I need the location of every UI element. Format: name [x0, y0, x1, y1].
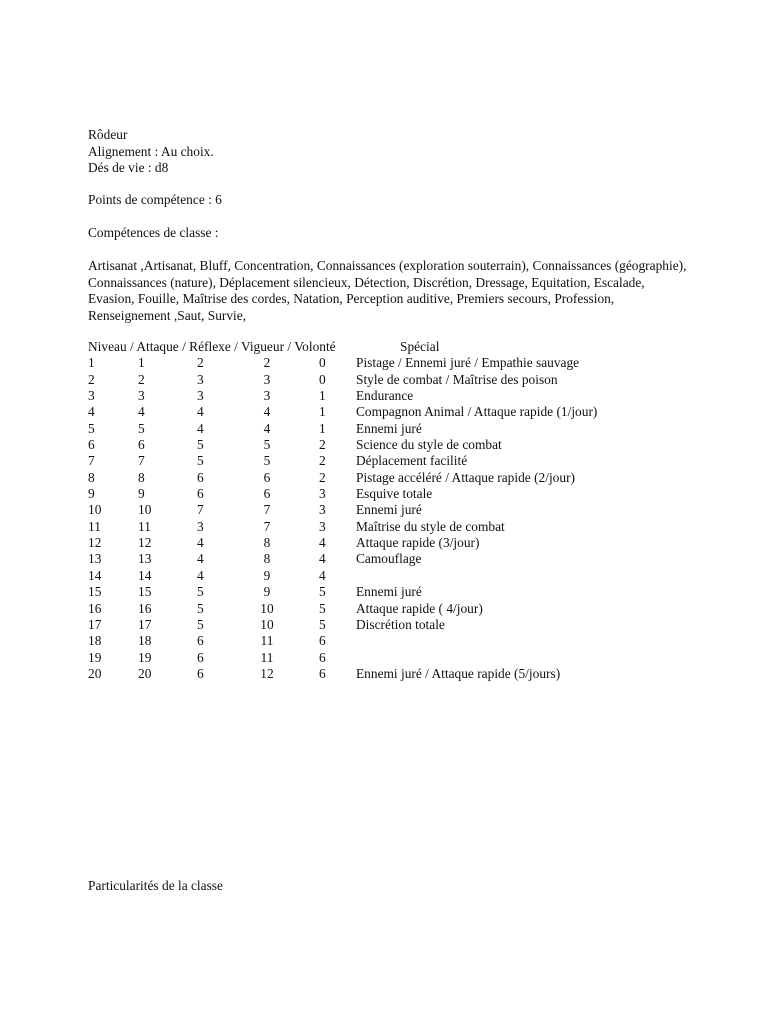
- cell-niveau: 17: [88, 616, 102, 632]
- class-skills-title: Compétences de classe :: [88, 225, 219, 240]
- cell-vigueur: 7: [263, 502, 271, 518]
- cell-niveau: 1: [88, 355, 95, 371]
- cell-attaque: 7: [138, 453, 145, 469]
- cell-volonte: 0: [319, 371, 326, 387]
- cell-reflexe: 6: [197, 469, 204, 485]
- cell-attaque: 17: [138, 616, 152, 632]
- cell-volonte: 3: [319, 502, 326, 518]
- cell-vigueur: 4: [263, 404, 271, 420]
- cell-reflexe: 5: [197, 584, 204, 600]
- cell-special: Maîtrise du style de combat: [356, 518, 505, 534]
- cell-volonte: 3: [319, 486, 326, 502]
- cell-niveau: 19: [88, 649, 102, 665]
- cell-vigueur: 6: [263, 469, 271, 485]
- cell-attaque: 19: [138, 649, 152, 665]
- cell-niveau: 9: [88, 486, 95, 502]
- cell-niveau: 16: [88, 600, 102, 616]
- class-features-heading: Particularités de la classe: [88, 878, 223, 893]
- cell-vigueur: 5: [263, 453, 271, 469]
- cell-reflexe: 3: [197, 518, 204, 534]
- cell-niveau: 11: [88, 518, 101, 534]
- cell-reflexe: 6: [197, 649, 204, 665]
- cell-special: Esquive totale: [356, 486, 433, 502]
- cell-volonte: 5: [319, 584, 326, 600]
- cell-special: Compagnon Animal / Attaque rapide (1/jour): [356, 404, 598, 420]
- cell-vigueur: 11: [260, 649, 274, 665]
- cell-niveau: 13: [88, 551, 102, 567]
- cell-volonte: 1: [319, 420, 326, 436]
- cell-attaque: 5: [138, 420, 145, 436]
- cell-vigueur: 10: [260, 600, 274, 616]
- cell-special: Pistage accéléré / Attaque rapide (2/jour): [356, 469, 575, 485]
- cell-niveau: 14: [88, 567, 102, 583]
- cell-attaque: 9: [138, 486, 145, 502]
- cell-reflexe: 6: [197, 486, 204, 502]
- cell-special: Science du style de combat: [356, 437, 502, 453]
- skill-points-line: Points de compétence : 6: [88, 192, 222, 207]
- cell-vigueur: 7: [263, 518, 271, 534]
- cell-reflexe: 4: [197, 567, 204, 583]
- cell-niveau: 15: [88, 584, 102, 600]
- cell-niveau: 4: [88, 404, 95, 420]
- cell-niveau: 12: [88, 535, 102, 551]
- cell-reflexe: 3: [197, 388, 204, 404]
- cell-vigueur: 2: [263, 355, 271, 371]
- cell-attaque: 3: [138, 388, 145, 404]
- cell-volonte: 2: [319, 437, 326, 453]
- cell-reflexe: 5: [197, 600, 204, 616]
- cell-attaque: 4: [138, 404, 145, 420]
- cell-vigueur: 12: [260, 665, 274, 681]
- cell-attaque: 18: [138, 633, 152, 649]
- cell-reflexe: 3: [197, 371, 204, 387]
- cell-reflexe: 4: [197, 404, 204, 420]
- cell-special: Camouflage: [356, 551, 422, 567]
- cell-niveau: 8: [88, 469, 95, 485]
- cell-attaque: 14: [138, 567, 152, 583]
- cell-volonte: 3: [319, 518, 326, 534]
- cell-volonte: 6: [319, 665, 326, 681]
- cell-vigueur: 10: [260, 616, 274, 632]
- cell-attaque: 8: [138, 469, 145, 485]
- cell-special: Déplacement facilité: [356, 453, 468, 469]
- cell-niveau: 5: [88, 420, 95, 436]
- cell-volonte: 5: [319, 600, 326, 616]
- cell-volonte: 1: [319, 388, 326, 404]
- cell-vigueur: 5: [263, 437, 271, 453]
- cell-reflexe: 5: [197, 616, 204, 632]
- cell-special: Style de combat / Maîtrise des poison: [356, 371, 558, 387]
- cell-vigueur: 11: [260, 633, 274, 649]
- cell-vigueur: 3: [263, 371, 271, 387]
- cell-attaque: 2: [138, 371, 145, 387]
- cell-special: Pistage / Ennemi juré / Empathie sauvage: [356, 355, 580, 371]
- cell-reflexe: 5: [197, 437, 204, 453]
- cell-reflexe: 6: [197, 665, 204, 681]
- cell-vigueur: 6: [263, 486, 271, 502]
- cell-volonte: 1: [319, 404, 326, 420]
- class-skills-paragraph: Artisanat ,Artisanat, Bluff, Concentration, Connaissances (exploration souterrain), Connaissances (géographie), Connaissances (nature), Déplacement silencieux, Détection, Discrétion, Dressage, Equitation, Escalade, Evasion, Fouille, Maîtrise des cordes, Natation, Perception auditive, Premiers secours, Profession, Renseignement ,Saut, Survie,: [88, 258, 687, 323]
- table-header-columns: Niveau / Attaque / Réflexe / Vigueur / Volonté: [88, 339, 336, 354]
- cell-vigueur: 4: [263, 420, 271, 436]
- cell-niveau: 2: [88, 371, 95, 387]
- cell-vigueur: 9: [263, 584, 271, 600]
- cell-attaque: 6: [138, 437, 145, 453]
- cell-special: Attaque rapide (3/jour): [356, 535, 480, 551]
- alignment-line: Alignement : Au choix.: [88, 143, 214, 159]
- cell-niveau: 10: [88, 502, 102, 518]
- cell-special: Ennemi juré: [356, 502, 422, 518]
- cell-niveau: 18: [88, 633, 102, 649]
- cell-volonte: 0: [319, 355, 326, 371]
- cell-reflexe: 5: [197, 453, 204, 469]
- cell-niveau: 7: [88, 453, 95, 469]
- cell-volonte: 5: [319, 616, 326, 632]
- cell-vigueur: 9: [263, 567, 271, 583]
- class-name: Rôdeur: [88, 127, 128, 142]
- cell-volonte: 2: [319, 469, 326, 485]
- cell-volonte: 4: [319, 551, 326, 567]
- cell-vigueur: 8: [263, 535, 271, 551]
- cell-volonte: 4: [319, 535, 326, 551]
- cell-niveau: 3: [88, 388, 95, 404]
- cell-attaque: 13: [138, 551, 152, 567]
- cell-special: Discrétion totale: [356, 616, 445, 632]
- cell-reflexe: 7: [197, 502, 204, 518]
- cell-niveau: 20: [88, 665, 102, 681]
- cell-reflexe: 6: [197, 633, 204, 649]
- cell-vigueur: 8: [263, 551, 271, 567]
- cell-attaque: 10: [138, 502, 152, 518]
- cell-reflexe: 4: [197, 535, 204, 551]
- cell-special: Endurance: [356, 388, 414, 404]
- cell-reflexe: 4: [197, 420, 204, 436]
- cell-attaque: 12: [138, 535, 152, 551]
- class-header: [88, 127, 214, 177]
- cell-reflexe: 2: [197, 355, 204, 371]
- cell-vigueur: 3: [263, 388, 271, 404]
- hit-dice-line: Dés de vie : d8: [88, 160, 169, 175]
- cell-attaque: 20: [138, 665, 152, 681]
- cell-attaque: 1: [138, 355, 145, 371]
- cell-volonte: 2: [319, 453, 326, 469]
- cell-attaque: 15: [138, 584, 152, 600]
- cell-special: Attaque rapide ( 4/jour): [356, 600, 483, 616]
- table-header-special: Spécial: [400, 339, 440, 354]
- cell-attaque: 11: [138, 518, 151, 534]
- cell-volonte: 6: [319, 649, 326, 665]
- cell-reflexe: 4: [197, 551, 204, 567]
- cell-volonte: 6: [319, 633, 326, 649]
- cell-special: Ennemi juré / Attaque rapide (5/jours): [356, 665, 561, 681]
- cell-volonte: 4: [319, 567, 326, 583]
- cell-special: Ennemi juré: [356, 584, 422, 600]
- cell-niveau: 6: [88, 437, 95, 453]
- cell-special: Ennemi juré: [356, 420, 422, 436]
- cell-attaque: 16: [138, 600, 152, 616]
